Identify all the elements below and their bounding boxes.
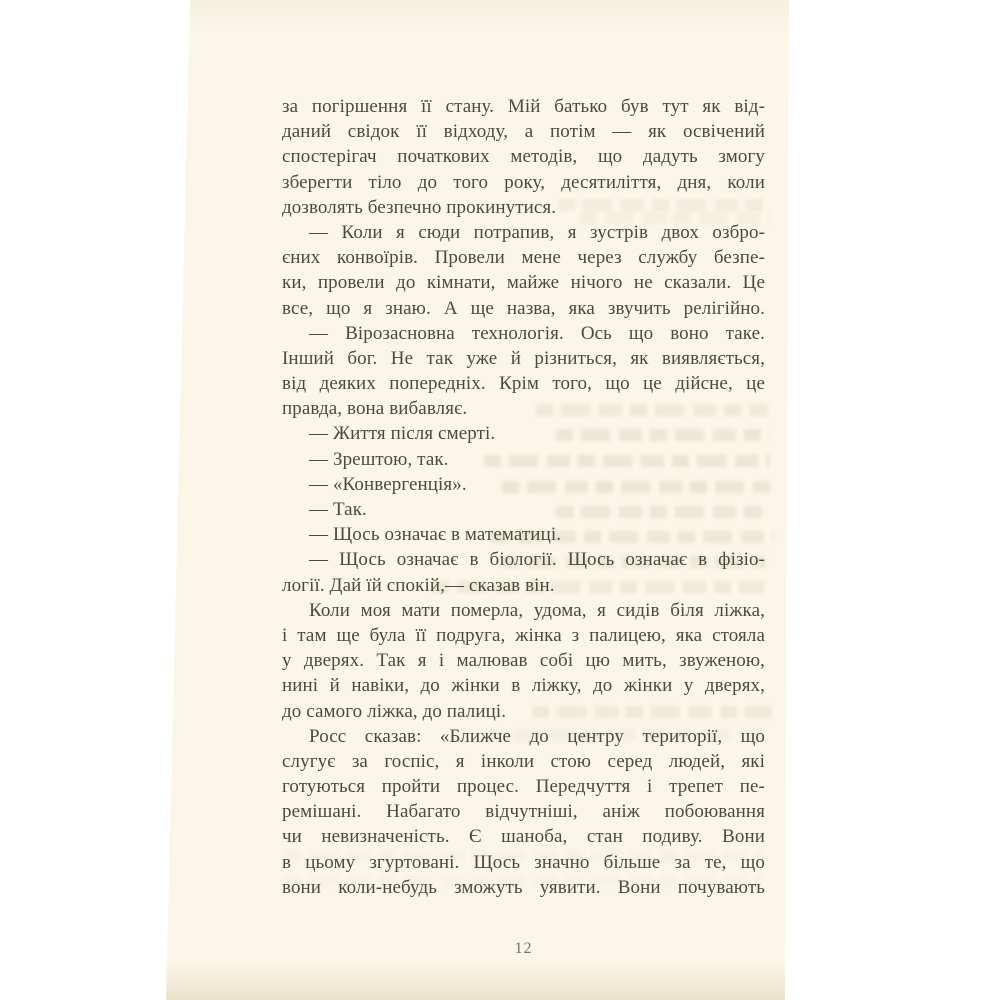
text-line: у дверях. Так я і малював собі цю мить, звуженою, [282,650,765,672]
text-line: — «Конвергенція». [309,473,467,495]
text-line: все, що я знаю. А ще назва, яка звучить релігійно. [282,297,765,319]
text-line: в цьому згуртовані. Щось значно більше за те, що [282,851,765,873]
text-line: зберегти тіло до того року, десятиліття, дня, коли [282,171,765,193]
page-text-block [282,94,765,900]
text-line: — Так. [309,499,367,520]
text-line: даний свідок її відходу, а потім — як освічений [282,121,765,143]
text-line: від деяких попередніх. Крім того, що це дійсне, це [282,373,765,395]
text-line: — Вірозасновна технологія. Ось що воно таке. [309,322,765,344]
text-line: спостерігач початкових методів, що дадуть змогу [282,146,765,168]
text-line: — Щось означає в біології. Щось означає в фізіо- [309,549,765,571]
text-line: Коли моя мати померла, удома, я сидів біля ліжка, [309,599,765,621]
text-line: — Щось означає в математиці. [309,524,562,546]
text-line: і там ще була її подруга, жінка з палицею, яка стояла [282,624,765,646]
text-line: за погіршення її стану. Мій батько був тут як від- [282,96,765,117]
text-line: вони коли-небудь зможуть уявити. Вони почувають [282,876,765,898]
text-line: готуються пройти процес. Передчуття і трепет пе- [282,776,765,798]
text-line: нині й навіки, до жінки в ліжку, до жінки у дверях, [282,675,765,697]
text-line: — Коли я сюди потрапив, я зустрів двох озбро- [309,221,765,243]
text-line: логії. Дай їй спокій,— сказав він. [282,574,555,596]
text-line: до самого ліжка, до палиці. [282,700,507,722]
text-line: дозволять безпечно прокинутися. [282,196,557,218]
page-number: 12 [514,940,533,957]
text-line: чи невизначеність. Є шаноба, стан подиву. Вони [282,826,765,848]
text-line: Росс сказав: «Ближче до центру території, що [309,725,765,747]
text-line: — Зрештою, так. [309,448,449,470]
text-line: єних конвоїрів. Провели мене через службу безпе- [282,247,765,269]
text-line: Інший бог. Не так уже й різниться, як виявляється, [282,347,765,369]
text-line: слугує за госпіс, я інколи стою серед людей, які [282,750,765,772]
text-line: правда, вона вибавляє. [282,398,468,420]
text-line: — Життя після смерті. [309,423,496,445]
text-line: ки, провели до кімнати, майже нічого не сказали. Це [282,272,765,294]
text-line: ремішані. Набагато відчутніші, аніж побоювання [282,801,765,823]
